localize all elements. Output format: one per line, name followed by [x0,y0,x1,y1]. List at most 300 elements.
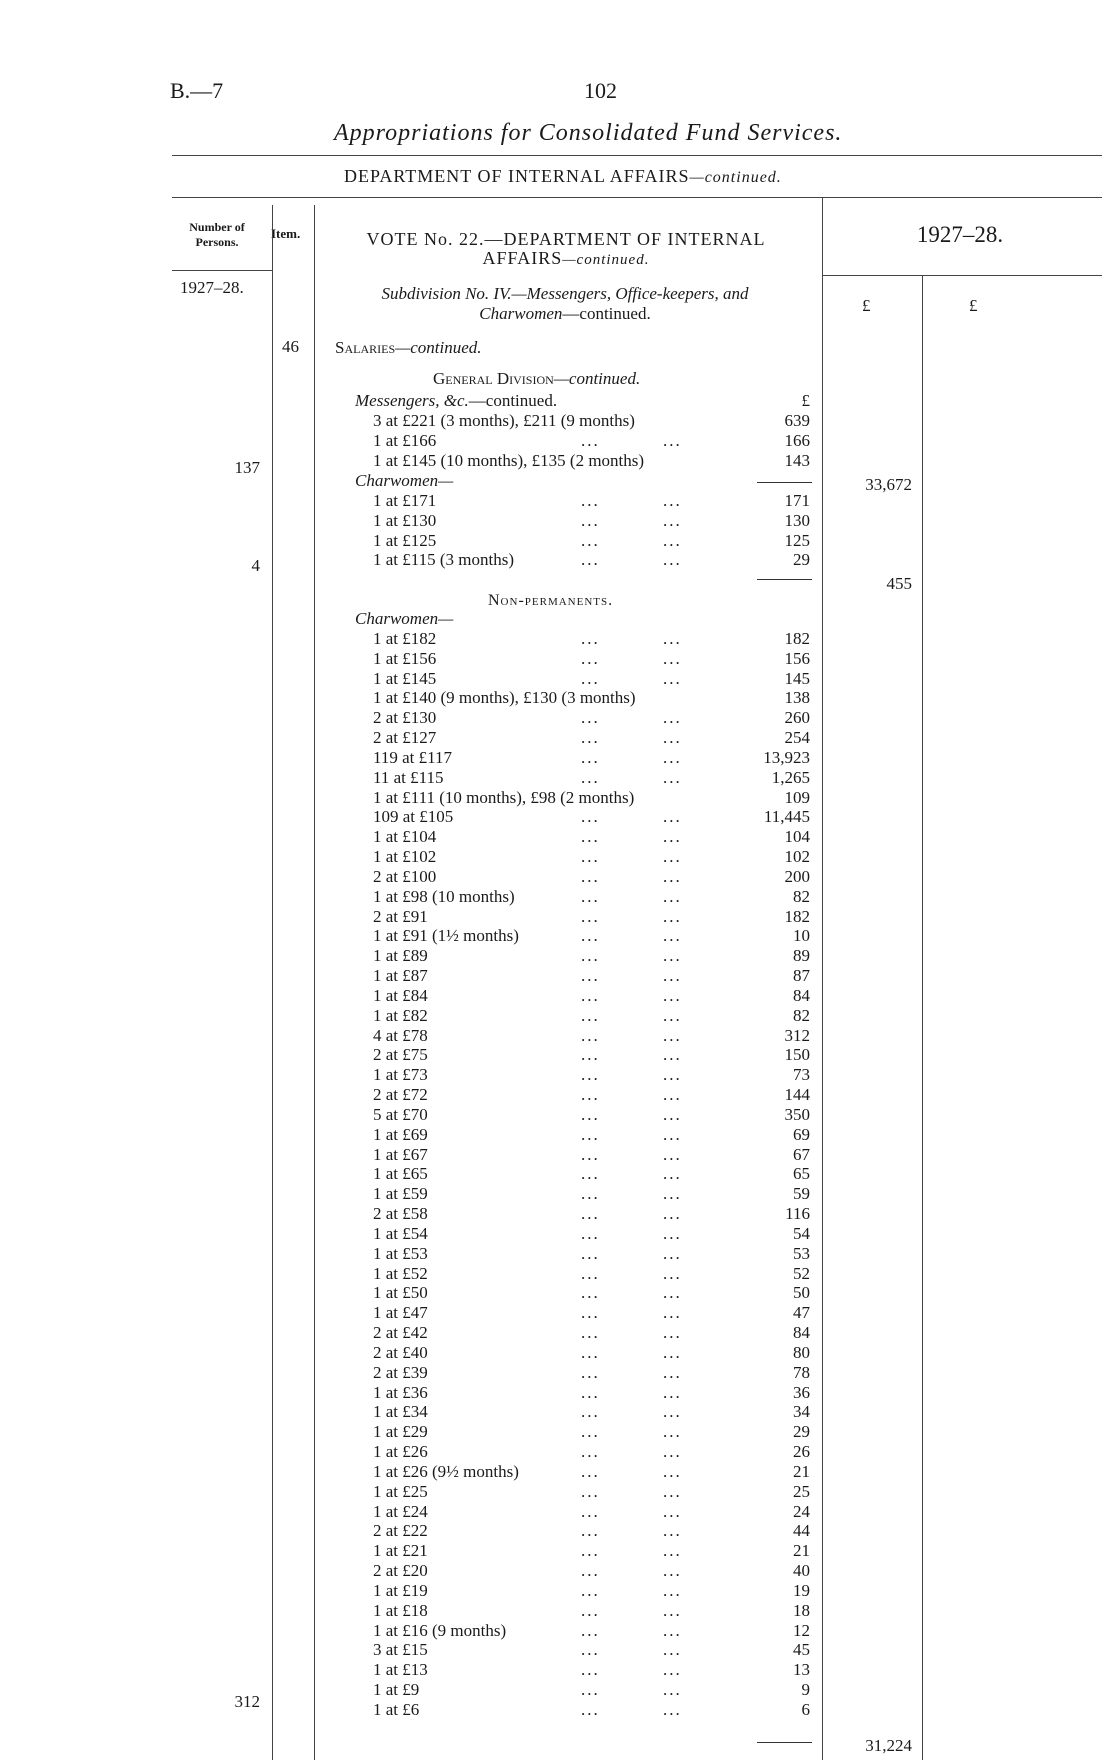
leader-dots: ... [581,1204,600,1224]
row-amount: 50 [793,1283,810,1303]
leader-dots: ... [581,1382,600,1402]
table-row [373,669,810,689]
leader-dots: ... [581,807,600,827]
leader-dots: ... [581,1679,600,1699]
table-row [373,1383,810,1403]
leader-dots: ... [581,747,600,767]
leader-dots: ... [663,1481,682,1501]
row-description: 1 at £26 (9½ months) [373,1461,519,1481]
row-amount: 34 [793,1402,810,1422]
table-row [373,1581,810,1601]
row-amount: 182 [784,629,810,648]
leader-dots: ... [581,430,600,450]
row-amount: 12 [793,1620,810,1640]
charwomen-nonperm-heading: Charwomen— [355,609,454,628]
leader-dots: ... [581,767,600,787]
leader-dots: ... [581,886,600,906]
column-divider-persons [272,205,273,1760]
table-row [373,1204,810,1224]
leader-dots: ... [663,767,682,787]
table-row [373,1363,810,1383]
leader-dots: ... [663,1223,682,1243]
leader-dots: ... [663,728,682,748]
row-description: 1 at £87 [373,966,428,986]
table-row [373,1402,810,1422]
leader-dots: ... [663,1679,682,1699]
table-row [373,1006,810,1026]
leader-dots: ... [663,1085,682,1105]
leader-dots: ... [581,1422,600,1442]
leader-dots: ... [663,906,682,926]
table-row [373,768,810,788]
row-amount: 6 [801,1699,810,1719]
table-row [373,1164,810,1184]
persons-messengers: 137 [234,458,260,477]
general-division-heading: General Division—continued. [433,369,641,388]
leader-dots: ... [581,1065,600,1085]
leader-dots: ... [663,550,682,570]
table-row [373,1145,810,1165]
leader-dots: ... [663,1501,682,1521]
messengers-heading: Messengers, &c.—continued. £ [355,391,810,410]
table-row [373,1224,810,1244]
row-description: 1 at £26 [373,1442,428,1462]
table-row [373,1105,810,1125]
leader-dots: ... [581,906,600,926]
table-row [373,807,810,827]
leader-dots: ... [663,1323,682,1343]
leader-dots: ... [663,1005,682,1025]
row-description: 1 at £91 (1½ months) [373,926,519,946]
row-description: 3 at £221 (3 months), £211 (9 months) [373,411,635,430]
table-row [373,649,810,669]
item-number: 46 [282,337,299,356]
row-amount: 29 [793,1422,810,1442]
table-row [373,411,810,431]
row-description: 1 at £111 (10 months), £98 (2 months) [373,787,635,807]
leader-dots: ... [663,1640,682,1660]
leader-dots: ... [581,648,600,668]
leader-dots: ... [663,827,682,847]
row-description: 2 at £75 [373,1045,428,1065]
leader-dots: ... [581,1660,600,1680]
row-amount: 182 [784,906,810,926]
leader-dots: ... [581,728,600,748]
leader-dots: ... [663,668,682,688]
row-description: 1 at £166 [373,430,437,450]
row-description: 1 at £6 [373,1699,420,1719]
row-description: 2 at £42 [373,1323,428,1343]
subdivision-heading: Subdivision No. IV.—Messengers, Office-keepers, and Charwomen—continued. [381,284,749,323]
leader-dots: ... [663,1303,682,1323]
row-description: 2 at £130 [373,708,437,728]
non-permanents-heading: Non-permanents. [488,592,614,609]
table-row [373,887,810,907]
row-amount: 254 [784,728,810,748]
leader-dots: ... [663,629,682,648]
row-amount: 116 [785,1204,810,1224]
leader-dots: ... [581,866,600,886]
row-description: 1 at £25 [373,1481,428,1501]
row-description: 1 at £140 (9 months), £130 (3 months) [373,688,636,708]
leader-dots: ... [663,1263,682,1283]
row-amount: 138 [784,688,810,708]
leader-dots: ... [581,1640,600,1660]
page-number: 102 [584,78,617,103]
row-description: 2 at £127 [373,728,437,748]
table-row [373,511,810,531]
row-amount: 1,265 [771,767,810,787]
row-amount: 78 [793,1362,810,1382]
leader-dots: ... [663,1164,682,1184]
leader-dots: ... [581,530,600,550]
row-description: 2 at £72 [373,1085,428,1105]
table-row [373,1303,810,1323]
table-row [373,1026,810,1046]
vote-heading: VOTE No. 22.—DEPARTMENT OF INTERNAL AFFAIRS—continued. [366,229,766,268]
leader-dots: ... [581,1402,600,1422]
leader-dots: ... [663,491,682,510]
table-row [373,1601,810,1621]
row-description: 1 at £182 [373,629,437,648]
leader-dots: ... [581,708,600,728]
leader-dots: ... [663,1461,682,1481]
leader-dots: ... [581,629,600,648]
leader-dots: ... [663,1600,682,1620]
table-row [373,1283,810,1303]
row-amount: 200 [784,866,810,886]
row-description: 11 at £115 [373,767,444,787]
persons-charwomen-nonperm: 312 [234,1692,260,1711]
row-amount: 52 [793,1263,810,1283]
table-row [373,451,810,471]
leader-dots: ... [581,847,600,867]
leader-dots: ... [581,1243,600,1263]
row-description: 1 at £67 [373,1144,428,1164]
leader-dots: ... [663,1541,682,1561]
leader-dots: ... [663,1382,682,1402]
rule-under-department [172,197,1102,198]
row-description: 1 at £19 [373,1580,428,1600]
row-amount: 80 [793,1342,810,1362]
row-amount: 73 [793,1065,810,1085]
table-row [373,431,810,451]
leader-dots: ... [663,1124,682,1144]
row-amount: 82 [793,1005,810,1025]
table-row [373,1660,810,1680]
row-description: 1 at £145 [373,668,437,688]
table-row [373,1700,810,1720]
leader-dots: ... [581,1323,600,1343]
row-amount: 18 [793,1600,810,1620]
row-amount: 53 [793,1243,810,1263]
leader-dots: ... [663,807,682,827]
row-amount: 21 [793,1461,810,1481]
row-description: 1 at £9 [373,1679,420,1699]
row-amount: 260 [784,708,810,728]
row-description: 1 at £52 [373,1263,428,1283]
table-row [373,629,810,649]
row-description: 2 at £39 [373,1362,428,1382]
row-amount: 82 [793,886,810,906]
leader-dots: ... [663,1283,682,1303]
row-description: 1 at £24 [373,1501,428,1521]
leader-dots: ... [663,510,682,530]
leader-dots: ... [581,491,600,510]
row-description: 2 at £58 [373,1204,428,1224]
leader-dots: ... [663,1204,682,1224]
row-description: 1 at £89 [373,946,428,966]
row-description: 2 at £22 [373,1521,428,1541]
row-description: 1 at £13 [373,1660,428,1680]
row-description: 1 at £47 [373,1303,428,1323]
leader-dots: ... [663,1104,682,1124]
column-divider-item [314,205,315,1760]
table-row [373,1442,810,1462]
leader-dots: ... [581,985,600,1005]
leader-dots: ... [663,886,682,906]
row-amount: 36 [793,1382,810,1402]
leader-dots: ... [581,1699,600,1719]
row-amount: 67 [793,1144,810,1164]
leader-dots: ... [581,1223,600,1243]
row-amount: 150 [784,1045,810,1065]
leader-dots: ... [663,1402,682,1422]
rule-header-persons [172,270,272,271]
table-row [373,946,810,966]
row-description: 5 at £70 [373,1104,428,1124]
row-amount: 125 [784,530,810,550]
leader-dots: ... [663,708,682,728]
leader-dots: ... [663,1065,682,1085]
table-row [373,1125,810,1145]
leader-dots: ... [581,827,600,847]
leader-dots: ... [581,1104,600,1124]
row-amount: 44 [793,1521,810,1541]
table-row [373,1482,810,1502]
table-row [373,1640,810,1660]
row-amount: 11,445 [763,807,810,827]
row-amount: 9 [801,1679,810,1699]
column-header-item: Item. [271,226,301,241]
leader-dots: ... [581,1144,600,1164]
leader-dots: ... [581,1005,600,1025]
row-amount: 130 [784,510,810,530]
table-row [373,1244,810,1264]
rule-under-title [172,155,1102,156]
persons-charwomen-perm: 4 [251,556,260,575]
leader-dots: ... [663,866,682,886]
table-row [373,847,810,867]
leader-dots: ... [581,1025,600,1045]
row-amount: 29 [793,550,810,570]
leader-dots: ... [581,1184,600,1204]
leader-dots: ... [581,1283,600,1303]
row-amount: 171 [784,491,810,510]
row-amount: 109 [784,787,810,807]
row-amount: 54 [793,1223,810,1243]
row-description: 2 at £20 [373,1561,428,1580]
row-description: 1 at £156 [373,648,437,668]
table-row [373,827,810,847]
leader-dots: ... [581,946,600,966]
table-row [373,926,810,946]
leader-dots: ... [663,1699,682,1719]
row-amount: 84 [793,1323,810,1343]
leader-dots: ... [581,1045,600,1065]
row-amount: 87 [793,966,810,986]
leader-dots: ... [581,1501,600,1521]
leader-dots: ... [581,1263,600,1283]
row-description: 1 at £29 [373,1422,428,1442]
table-row [373,1085,810,1105]
table-row [373,550,810,570]
row-amount: 26 [793,1442,810,1462]
leader-dots: ... [663,1660,682,1680]
row-description: 1 at £82 [373,1005,428,1025]
leader-dots: ... [663,1184,682,1204]
table-row [373,1343,810,1363]
row-description: 1 at £53 [373,1243,428,1263]
leader-dots: ... [581,1303,600,1323]
row-amount: 89 [793,946,810,966]
table-row [373,728,810,748]
row-description: 1 at £50 [373,1283,428,1303]
leader-dots: ... [663,747,682,767]
row-amount: 144 [784,1085,810,1105]
table-row [373,867,810,887]
leader-dots: ... [663,1342,682,1362]
leader-dots: ... [663,1144,682,1164]
total-charwomen-perm: 455 [886,574,912,593]
row-description: 1 at £145 (10 months), £135 (2 months) [373,450,645,470]
row-description: 1 at £171 [373,491,437,510]
row-amount: 19 [793,1580,810,1600]
leader-dots: ... [581,1481,600,1501]
table-row [373,1462,810,1482]
table-row [373,907,810,927]
leader-dots: ... [581,1164,600,1184]
leader-dots: ... [581,1521,600,1541]
table-row [373,1323,810,1343]
row-amount: 312 [784,1025,810,1045]
pound-column-2: £ [969,296,978,315]
leader-dots: ... [581,1620,600,1640]
row-amount: 59 [793,1184,810,1204]
table-row [373,966,810,986]
row-amount: 102 [784,847,810,867]
row-description: 1 at £18 [373,1600,428,1620]
row-amount: 69 [793,1124,810,1144]
row-amount: 143 [784,450,810,470]
row-description: 1 at £125 [373,530,437,550]
row-description: 1 at £102 [373,847,437,867]
row-amount: 45 [793,1640,810,1660]
leader-dots: ... [663,1362,682,1382]
row-amount: 40 [793,1561,810,1580]
row-amount: 84 [793,985,810,1005]
row-description: 3 at £15 [373,1640,428,1660]
row-amount: 166 [784,430,810,450]
row-amount: 350 [784,1104,810,1124]
table-row [373,788,810,808]
row-amount: 10 [793,926,810,946]
row-amount: 25 [793,1481,810,1501]
row-description: 1 at £21 [373,1541,428,1561]
table-row [373,1541,810,1561]
table-row [373,1422,810,1442]
table-row [373,1680,810,1700]
row-amount: 21 [793,1541,810,1561]
leader-dots: ... [663,530,682,550]
charwomen-perm-heading: Charwomen— [355,471,454,490]
leader-dots: ... [581,1362,600,1382]
row-description: 1 at £115 (3 months) [373,550,515,570]
column-divider-vote [822,197,823,1760]
leader-dots: ... [581,1442,600,1462]
leader-dots: ... [581,966,600,986]
leader-dots: ... [663,1243,682,1263]
row-description: 2 at £91 [373,906,428,926]
row-description: 4 at £78 [373,1025,428,1045]
leader-dots: ... [581,1600,600,1620]
table-row [373,748,810,768]
leader-dots: ... [663,985,682,1005]
table-row [373,1264,810,1284]
row-description: 1 at £54 [373,1223,428,1243]
column-header-persons: Number of Persons. [189,220,245,249]
leader-dots: ... [581,1124,600,1144]
row-description: 1 at £73 [373,1065,428,1085]
table-row [373,1502,810,1522]
leader-dots: ... [581,1580,600,1600]
table-row [373,1521,810,1541]
row-description: 1 at £65 [373,1164,428,1184]
row-description: 109 at £105 [373,807,454,827]
page-title: Appropriations for Consolidated Fund Services. [334,120,843,146]
table-row [373,1621,810,1641]
rule-header-year [822,275,1102,276]
row-description: 1 at £59 [373,1184,428,1204]
row-amount: 104 [784,827,810,847]
department-heading: DEPARTMENT OF INTERNAL AFFAIRS—continued. [344,166,782,186]
table-row [373,1184,810,1204]
leader-dots: ... [581,1541,600,1561]
row-amount: 24 [793,1501,810,1521]
row-amount: 13,923 [763,747,810,767]
table-row [373,1561,810,1581]
leader-dots: ... [663,946,682,966]
leader-dots: ... [581,668,600,688]
document-reference: B.—7 [170,78,224,103]
leader-dots: ... [663,1442,682,1462]
table-row [373,1065,810,1085]
leader-dots: ... [663,1561,682,1580]
leader-dots: ... [581,1085,600,1105]
leader-dots: ... [581,510,600,530]
row-description: 1 at £130 [373,510,437,530]
leader-dots: ... [663,430,682,450]
table-row [373,531,810,551]
leader-dots: ... [663,966,682,986]
leader-dots: ... [663,1422,682,1442]
row-description: 119 at £117 [373,747,453,767]
leader-dots: ... [663,1620,682,1640]
total-charwomen-nonperm: 31,224 [865,1736,912,1755]
leader-dots: ... [581,550,600,570]
leader-dots: ... [581,926,600,946]
leader-dots: ... [581,1461,600,1481]
